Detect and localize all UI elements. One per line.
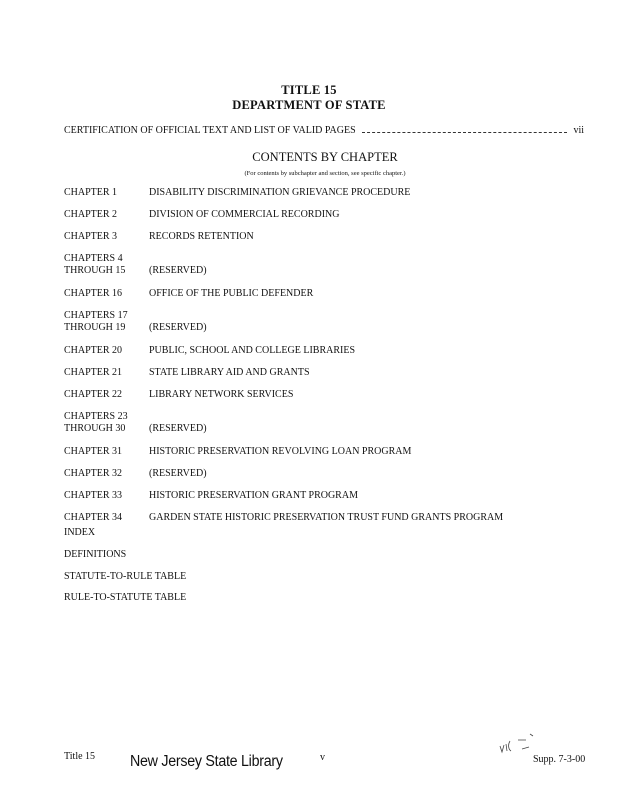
handwritten-mark-icon: [496, 732, 536, 754]
chapter-label: [64, 187, 150, 199]
contents-heading: CONTENTS BY CHAPTER: [252, 150, 398, 164]
chapter-title: HISTORIC PRESERVATION GRANT PROGRAM: [149, 490, 358, 501]
chapter-label-line: CHAPTERS 4: [64, 253, 123, 264]
chapter-title: PUBLIC, SCHOOL AND COLLEGE LIBRARIES: [149, 345, 356, 356]
chapter-title: (RESERVED): [149, 468, 207, 479]
chapter-label: [64, 231, 150, 243]
chapter-label: [64, 367, 150, 379]
chapter-label: [64, 446, 150, 458]
chapter-label: [64, 209, 150, 221]
chapter-title: OFFICE OF THE PUBLIC DEFENDER: [149, 288, 314, 299]
chapter-label-line: THROUGH 15: [64, 265, 126, 276]
certification-entry: [64, 125, 584, 136]
chapter-label: [64, 253, 150, 277]
chapter-label: [64, 411, 150, 435]
chapter-label-line: CHAPTER 20: [64, 345, 123, 356]
chapter-label: [64, 468, 150, 480]
chapter-label: [64, 389, 150, 401]
department-title: DEPARTMENT OF STATE: [232, 98, 386, 112]
chapter-title: STATE LIBRARY AID AND GRANTS: [149, 367, 310, 378]
chapter-label-line: CHAPTERS 23: [64, 411, 128, 422]
chapter-label-line: CHAPTER 1: [64, 187, 118, 198]
index-entry: STATUTE-TO-RULE TABLE: [64, 571, 187, 582]
chapter-label: [64, 288, 150, 300]
chapter-label-line: CHAPTER 32: [64, 468, 123, 479]
chapter-label-line: CHAPTER 16: [64, 288, 123, 299]
chapter-label-line: THROUGH 30: [64, 423, 126, 434]
index-entry: DEFINITIONS: [64, 549, 127, 560]
chapter-label-line: CHAPTER 34: [64, 512, 123, 523]
chapter-label-line: THROUGH 19: [64, 322, 126, 333]
chapter-title: (RESERVED): [149, 423, 207, 434]
library-stamp: New Jersey State Library: [130, 753, 283, 770]
chapter-label: [64, 345, 150, 357]
chapter-title: DISABILITY DISCRIMINATION GRIEVANCE PROCEDURE: [149, 187, 411, 198]
contents-note: (For contents by subchapter and section, see specific chapter.): [244, 170, 406, 177]
certification-page: vii: [573, 125, 584, 136]
chapter-label: [64, 512, 150, 524]
chapter-label: [64, 490, 150, 502]
chapter-label: [64, 310, 150, 334]
chapter-label-line: CHAPTER 22: [64, 389, 123, 400]
chapter-label-line: CHAPTER 33: [64, 490, 123, 501]
chapter-title: (RESERVED): [149, 265, 207, 276]
chapter-title: DIVISION OF COMMERCIAL RECORDING: [149, 209, 340, 220]
chapter-title: LIBRARY NETWORK SERVICES: [149, 389, 294, 400]
footer-title: Title 15: [64, 751, 96, 762]
chapter-label-line: CHAPTER 3: [64, 231, 118, 242]
certification-label: CERTIFICATION OF OFFICIAL TEXT AND LIST OF VALID PAGES: [64, 125, 356, 136]
chapter-title: RECORDS RETENTION: [149, 231, 254, 242]
chapter-label-line: CHAPTER 2: [64, 209, 118, 220]
index-entry: RULE-TO-STATUTE TABLE: [64, 592, 187, 603]
chapter-title: HISTORIC PRESERVATION REVOLVING LOAN PROGRAM: [149, 446, 412, 457]
chapter-title: (RESERVED): [149, 322, 207, 333]
chapter-title: GARDEN STATE HISTORIC PRESERVATION TRUST FUND GRANTS PROGRAM: [149, 512, 504, 523]
supplement-date: Supp. 7-3-00: [533, 754, 586, 765]
chapter-label-line: CHAPTER 21: [64, 367, 123, 378]
dot-leader: [362, 132, 568, 133]
title-number: TITLE 15: [281, 83, 337, 97]
chapter-label-line: CHAPTERS 17: [64, 310, 128, 321]
page-number: v: [320, 752, 325, 763]
index-entry: INDEX: [64, 527, 96, 538]
chapter-label-line: CHAPTER 31: [64, 446, 123, 457]
